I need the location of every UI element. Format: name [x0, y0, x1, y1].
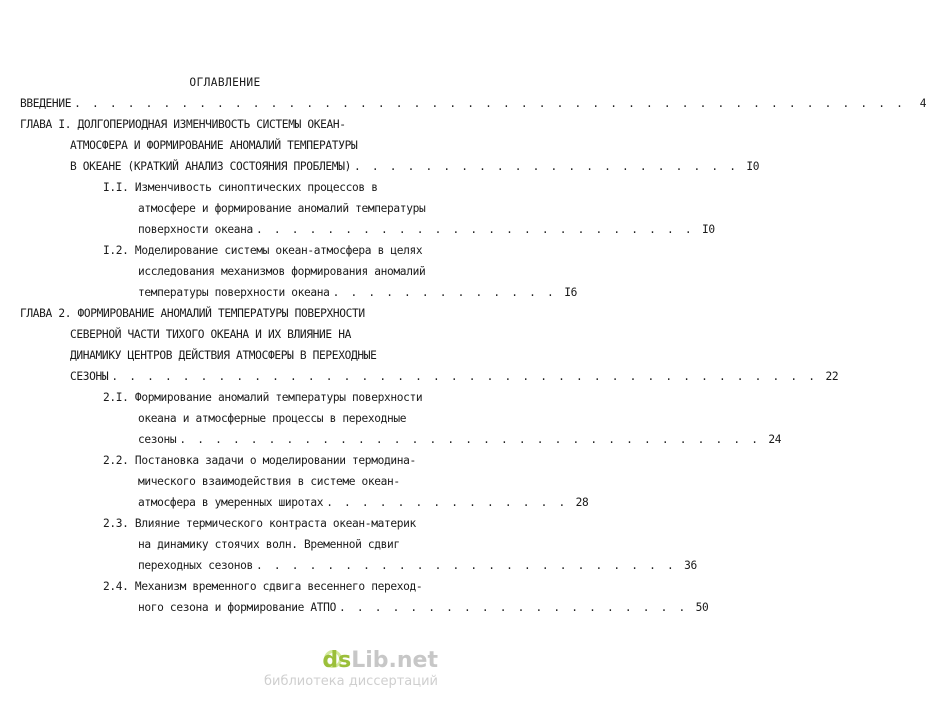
- toc-text: переходных сезонов: [138, 559, 253, 572]
- toc-text: ГЛАВА I. ДОЛГОПЕРИОДНАЯ ИЗМЕНЧИВОСТЬ СИСТЕМЫ ОКЕАН-: [20, 118, 346, 131]
- toc-leader: . . . . . . . . . . . . . . . . . . . . . . . .: [255, 559, 676, 572]
- toc-leader: . . . . . . . . . . . . . . . . . . . . . . . . .: [255, 223, 694, 236]
- toc-entry-2-2-end: [138, 496, 589, 510]
- toc-entry-2-3-end: [138, 559, 697, 573]
- toc-entry-1-1: [103, 181, 378, 195]
- toc-page-number: I0: [746, 160, 760, 173]
- toc-page-number: 36: [684, 559, 697, 572]
- toc-leader: . . . . . . . . . . . . . .: [326, 496, 568, 509]
- toc-page-number: I6: [564, 286, 577, 299]
- toc-text: СЕЗОНЫ: [70, 370, 109, 383]
- toc-text: ВВЕДЕНИЕ: [20, 97, 72, 110]
- toc-leader: . . . . . . . . . . . . . . . . . . . . . . . . . . . . . . . . .: [179, 433, 761, 446]
- toc-text: исследования механизмов формирования аномалий: [138, 265, 426, 278]
- toc-text: 2.4. Механизм временного сдвига весеннего переход-: [103, 580, 423, 593]
- toc-entry-chapter-1-cont: [70, 139, 357, 153]
- toc-text: мического взаимодействия в системе океан-: [138, 475, 400, 488]
- toc-entry-2-2: [103, 454, 416, 468]
- toc-text: сезоны: [138, 433, 177, 446]
- toc-text: атмосфере и формирование аномалий температуры: [138, 202, 426, 215]
- toc-entry-1-1-cont: [138, 202, 425, 216]
- toc-page-number: 24: [768, 433, 782, 446]
- toc-entry-2-4-end: [138, 601, 709, 615]
- toc-entry-1-2: [103, 244, 422, 258]
- toc-text: В ОКЕАНЕ (КРАТКИЙ АНАЛИЗ СОСТОЯНИЯ ПРОБЛЕМЫ): [70, 160, 351, 173]
- toc-entry-2-4: [103, 580, 422, 594]
- toc-entry-2-1-cont: [138, 412, 406, 426]
- toc-page-number: 50: [695, 601, 709, 614]
- toc-entry-2-1: [103, 391, 422, 405]
- toc-text: АТМОСФЕРА И ФОРМИРОВАНИЕ АНОМАЛИЙ ТЕМПЕРАТУРЫ: [70, 139, 358, 152]
- toc-entry-2-1-end: [138, 433, 782, 447]
- toc-text: ГЛАВА 2. ФОРМИРОВАНИЕ АНОМАЛИЙ ТЕМПЕРАТУРЫ ПОВЕРХНОСТИ: [20, 307, 365, 320]
- toc-entry-2-3-cont: [138, 538, 400, 552]
- toc-text: 2.2. Постановка задачи о моделировании термодина-: [103, 454, 416, 467]
- toc-text: СЕВЕРНОЙ ЧАСТИ ТИХОГО ОКЕАНА И ИХ ВЛИЯНИЕ НА: [70, 328, 351, 341]
- toc-text: на динамику стоячих волн. Временной сдвиг: [138, 538, 400, 551]
- toc-page-number: I0: [702, 223, 715, 236]
- watermark-subtitle: библиотека диссертаций: [264, 674, 438, 689]
- toc-entry-2-3: [103, 517, 416, 531]
- toc-leader: . . . . . . . . . . . . . . . . . . . . . . . . . . . . . . . . . . . . . . . .: [111, 370, 818, 383]
- toc-text: 2.3. Влияние термического контраста океан-материк: [103, 517, 416, 530]
- toc-leader: . . . . . . . . . . . . . . . . . . . . . . . . . . . . . . . . . . . . . . . . . . . . . . .: [74, 97, 906, 110]
- toc-text: I.2. Моделирование системы океан-атмосфера в целях: [103, 244, 423, 257]
- toc-page-number: 4: [919, 97, 926, 110]
- toc-entry-1-2-cont: [138, 265, 425, 279]
- toc-entry-chapter-1: [20, 118, 346, 132]
- toc-entry-1-1-end: [138, 223, 715, 237]
- toc-leader: . . . . . . . . . . . . . . . . . . . . . .: [353, 160, 739, 173]
- toc-text: ного сезона и формирование АТПО: [138, 601, 336, 614]
- toc-text: океана и атмосферные процессы в переходные: [138, 412, 407, 425]
- toc-entry-chapter-1-end: [70, 160, 760, 174]
- toc-text: 2.I. Формирование аномалий температуры поверхности: [103, 391, 423, 404]
- toc-entry-chapter-2-end: [70, 370, 839, 384]
- toc-entry-chapter-2: [20, 307, 365, 321]
- toc-entry-1-2-end: [138, 286, 577, 300]
- toc-text: поверхности океана: [138, 223, 253, 236]
- toc-page-number: 22: [825, 370, 839, 383]
- toc-text: температуры поверхности океана: [138, 286, 330, 299]
- toc-text: атмосфера в умеренных широтах: [138, 496, 324, 509]
- toc-entry-chapter-2-cont: [70, 328, 351, 342]
- toc-page-number: 28: [575, 496, 589, 509]
- page-title: ОГЛАВЛЕНИЕ: [189, 76, 261, 89]
- toc-entry-chapter-2-cont2: [70, 349, 377, 363]
- watermark-logo: dsLib.net: [322, 648, 438, 673]
- site-watermark: [238, 648, 438, 692]
- toc-leader: . . . . . . . . . . . . . . . . . . . .: [338, 601, 688, 614]
- toc-entry-introduction: [20, 97, 926, 111]
- toc-text: I.I. Изменчивость синоптических процессов в: [103, 181, 378, 194]
- toc-leader: . . . . . . . . . . . . .: [332, 286, 556, 299]
- toc-text: ДИНАМИКУ ЦЕНТРОВ ДЕЙСТВИЯ АТМОСФЕРЫ В ПЕРЕХОДНЫЕ: [70, 349, 377, 362]
- toc-entry-2-2-cont: [138, 475, 400, 489]
